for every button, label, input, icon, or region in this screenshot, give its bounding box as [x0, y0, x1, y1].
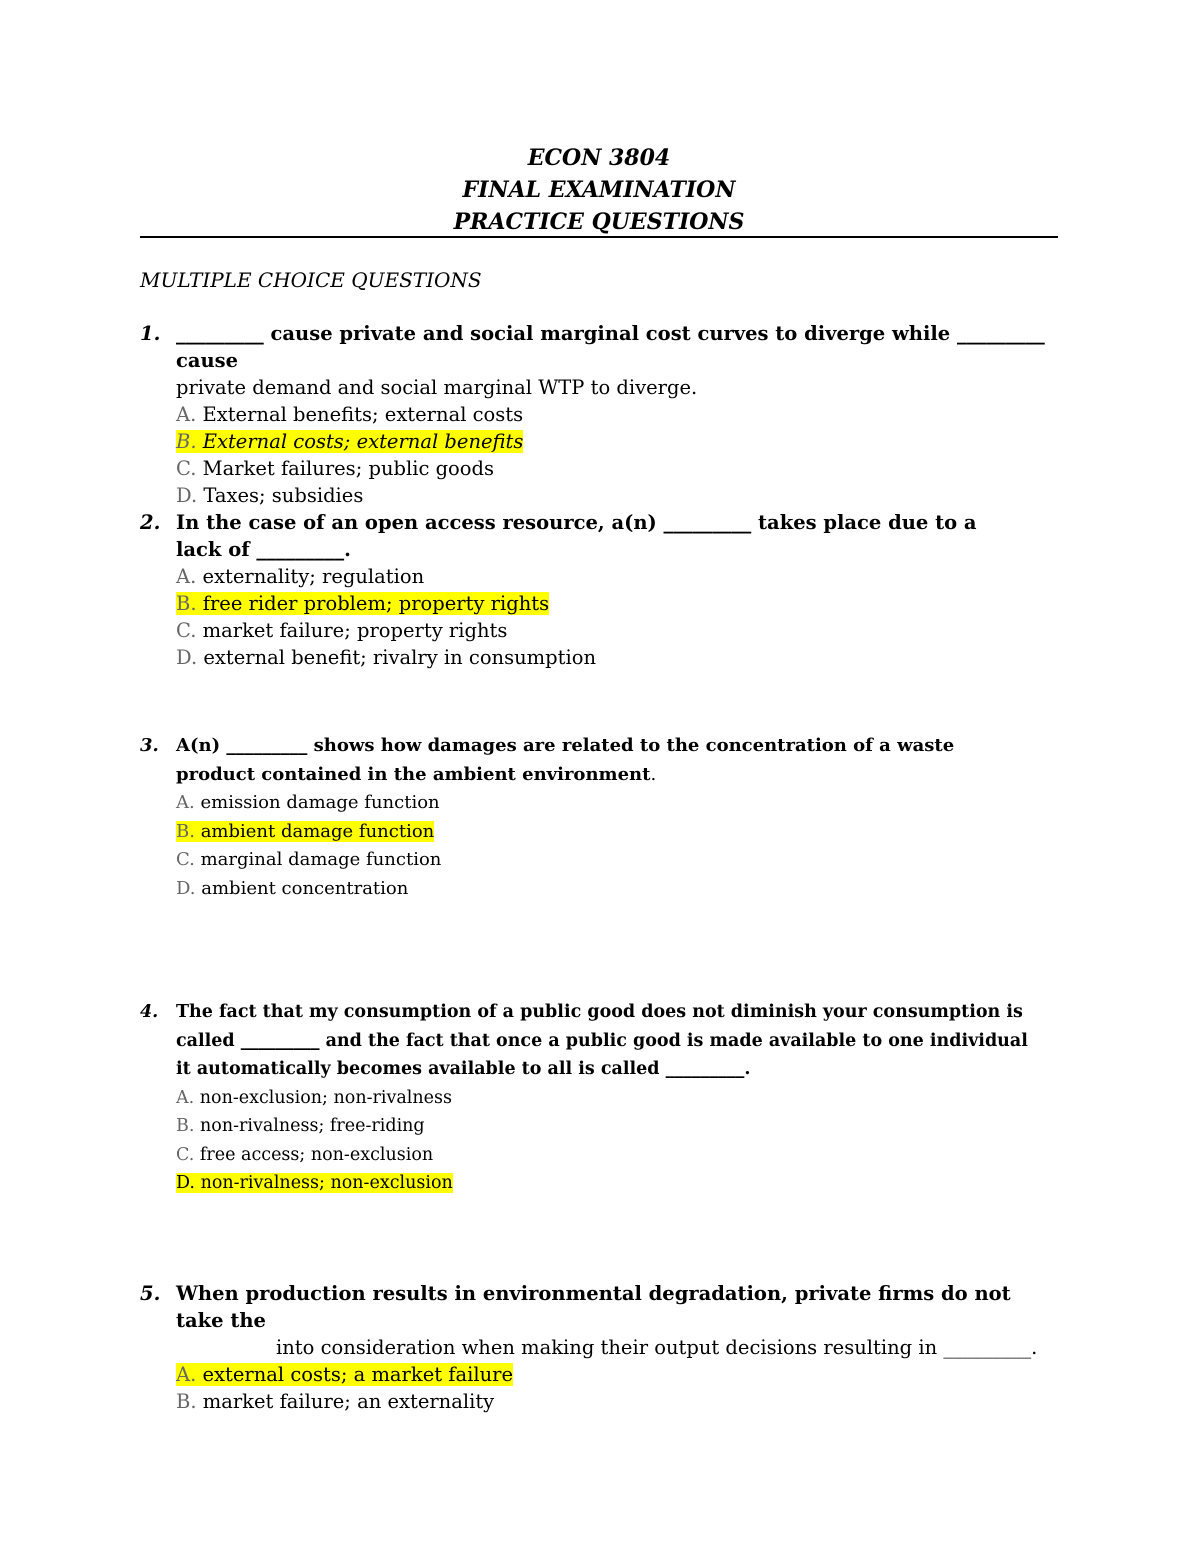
- question-number: 4.: [140, 1002, 159, 1022]
- options-list: [176, 1361, 1058, 1415]
- exam-title: FINAL EXAMINATION: [462, 177, 736, 203]
- question-text: The fact that my consumption of a public good does not diminish your consumption is called _________ and the fact that once a public good is made available to one individual it automatically becomes available to all is called _________.: [176, 1002, 1028, 1079]
- answer-highlight: D. non-rivalness; non-exclusion: [176, 1173, 453, 1193]
- question-text-plain: private demand and social marginal WTP to diverge.: [176, 376, 698, 399]
- option-b: [176, 590, 1058, 617]
- question-3: [140, 732, 1058, 903]
- option-c: C. marginal damage function: [176, 849, 442, 870]
- document-title-block: [140, 142, 1058, 238]
- section-heading: MULTIPLE CHOICE QUESTIONS: [140, 268, 482, 292]
- title-divider: [140, 236, 1058, 238]
- option-a: [176, 1361, 1058, 1388]
- answer-highlight: B. External costs; external benefits: [176, 430, 524, 453]
- course-code: ECON 3804: [527, 145, 671, 171]
- answer-highlight: B. free rider problem; property rights: [176, 592, 550, 615]
- options-list: [176, 1084, 1058, 1198]
- options-list: [176, 401, 1058, 509]
- question-5: [140, 1280, 1058, 1415]
- options-list: [176, 789, 1058, 903]
- option-b: [176, 818, 1058, 847]
- question-text-plain: into consideration when making their output decisions resulting in _________.: [276, 1336, 1038, 1359]
- answer-highlight: A. external costs; a market failure: [176, 1363, 514, 1386]
- option-c: C. market failure; property rights: [176, 619, 508, 642]
- question-number: 2.: [140, 511, 161, 534]
- option-a: A. externality; regulation: [176, 565, 425, 588]
- option-a: A. non-exclusion; non-rivalness: [176, 1087, 452, 1108]
- question-4: [140, 998, 1058, 1198]
- question-number: 3.: [140, 735, 159, 756]
- question-text-bold: When production results in environmental degradation, private firms do not take the: [176, 1282, 1011, 1332]
- exam-subtitle: PRACTICE QUESTIONS: [453, 209, 745, 235]
- question-text: [176, 1280, 1058, 1361]
- options-list: [176, 563, 1058, 671]
- question-2: [140, 509, 1058, 671]
- question-text: In the case of an open access resource, a(n) _________ takes place due to a lack of _________.: [176, 511, 977, 561]
- option-b: [176, 428, 1058, 455]
- option-b: B. market failure; an externality: [176, 1390, 495, 1413]
- question-1: [140, 320, 1058, 509]
- option-a: A. External benefits; external costs: [176, 403, 524, 426]
- option-d: [176, 1169, 1058, 1198]
- question-number: 1.: [140, 322, 161, 345]
- option-c: C. free access; non-exclusion: [176, 1144, 434, 1165]
- option-d: D. external benefit; rivalry in consumption: [176, 646, 597, 669]
- option-d: D. ambient concentration: [176, 877, 409, 899]
- question-number: 5.: [140, 1282, 161, 1305]
- option-d: D. Taxes; subsidies: [176, 484, 364, 507]
- option-a: A. emission damage function: [176, 792, 440, 813]
- question-text: [176, 320, 1058, 401]
- question-text: A(n) _________ shows how damages are related to the concentration of a waste product contained in the ambient environment.: [176, 735, 955, 785]
- answer-highlight: B. ambient damage function: [176, 820, 435, 842]
- option-c: C. Market failures; public goods: [176, 457, 495, 480]
- option-b: B. non-rivalness; free-riding: [176, 1116, 425, 1136]
- question-text-bold: _________ cause private and social marginal cost curves to diverge while _________ cause: [176, 322, 1045, 372]
